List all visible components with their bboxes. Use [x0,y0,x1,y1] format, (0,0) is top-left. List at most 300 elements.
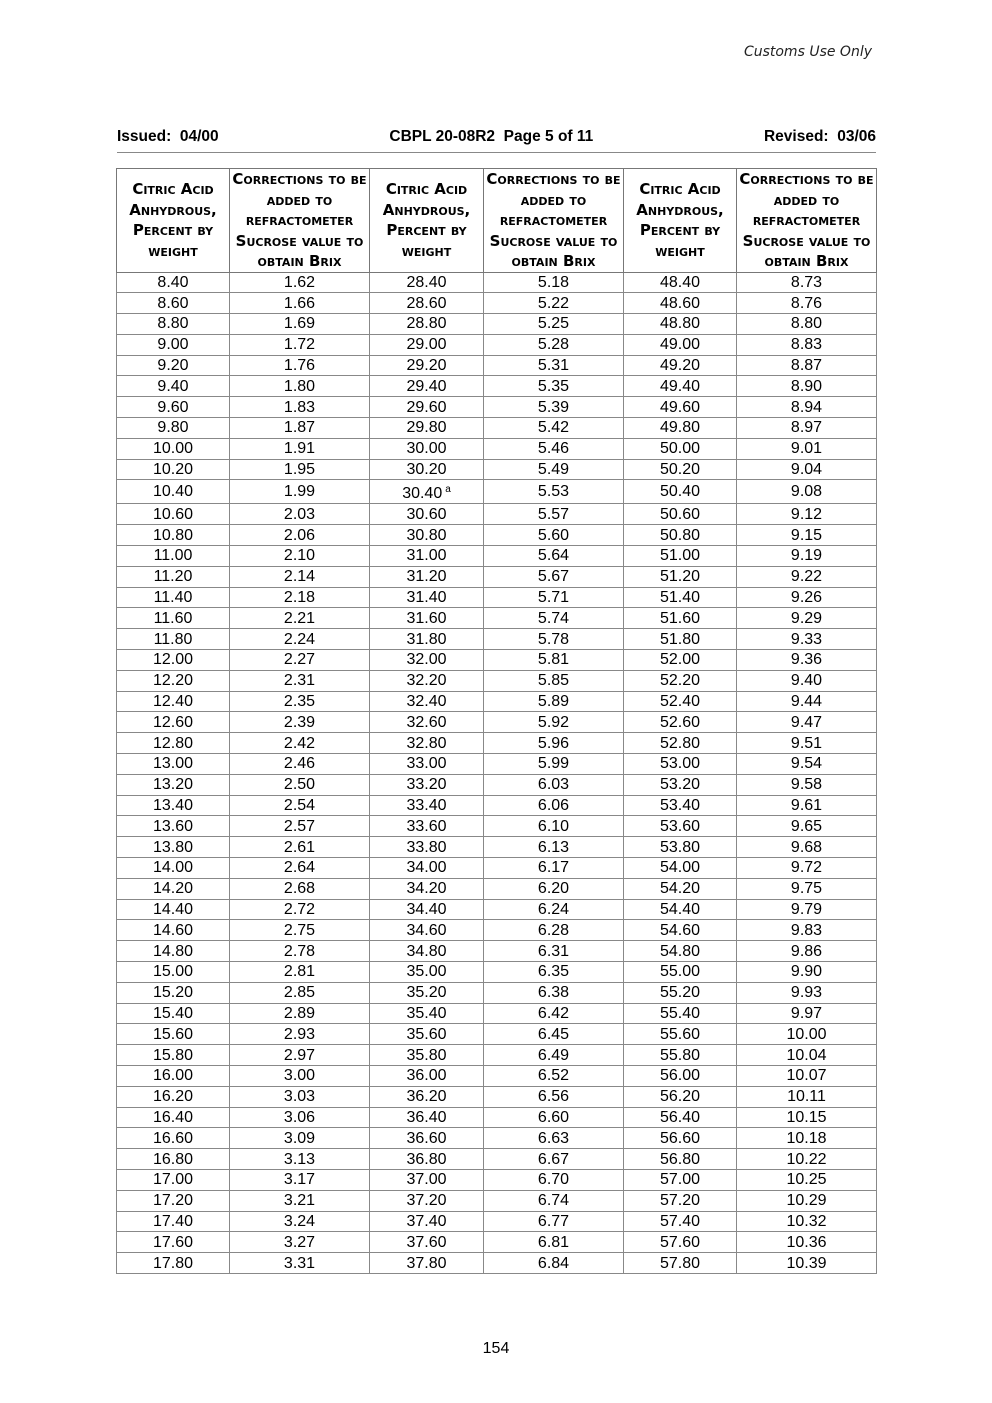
table-cell [484,878,624,899]
cell-value: 10.32 [786,1212,827,1230]
table-cell [117,587,230,608]
table-cell [737,816,877,837]
cell-value: 35.40 [406,1004,447,1022]
table-cell [117,816,230,837]
table-cell [117,418,230,439]
cell-value: 5.25 [537,315,570,333]
table-cell [117,438,230,459]
table-cell [370,1211,484,1232]
table-cell [737,670,877,691]
cell-value: 10.00 [786,1025,827,1043]
table-cell [370,899,484,920]
cell-value: 16.00 [152,1067,194,1085]
cell-value: 9.61 [790,797,823,815]
table-cell [230,1086,370,1107]
table-cell [737,1003,877,1024]
table-cell [117,837,230,858]
table-cell [117,1128,230,1149]
table-cell [370,525,484,546]
cell-value: 55.40 [659,1004,701,1022]
table-cell [737,1232,877,1253]
table-cell [117,314,230,335]
cell-value: 9.00 [157,336,189,354]
cell-value: 3.24 [283,1212,316,1230]
table-row [117,504,877,525]
table-cell [230,587,370,608]
cell-value: 8.94 [790,398,823,416]
table-cell [624,670,737,691]
cell-value: 55.80 [659,1046,701,1064]
table-cell [230,754,370,775]
cell-value: 10.60 [152,505,194,523]
table-cell [370,941,484,962]
cell-value: 33.60 [406,817,447,835]
table-cell [484,1232,624,1253]
cell-value: 6.38 [537,984,570,1002]
cell-value: 5.35 [537,377,570,395]
cell-value: 13.40 [152,797,194,815]
table-cell [624,816,737,837]
cell-value: 12.40 [152,693,194,711]
cell-value: 37.00 [406,1171,447,1189]
table-cell [484,355,624,376]
cell-value: 5.81 [537,651,570,669]
cell-value: 16.40 [152,1108,194,1126]
cell-value: 54.60 [659,921,701,939]
cell-value: 36.40 [406,1108,447,1126]
table-cell [624,712,737,733]
table-cell [370,670,484,691]
table-cell [370,858,484,879]
cell-value: 15.60 [152,1025,194,1043]
cell-value: 2.93 [283,1025,316,1043]
table-cell [737,525,877,546]
cell-value: 3.27 [283,1233,316,1251]
cell-value: 9.72 [790,859,823,877]
cell-value: 9.68 [790,838,823,856]
table-cell [737,418,877,439]
table-cell [484,1065,624,1086]
cell-value: 56.20 [659,1088,701,1106]
table-cell [370,397,484,418]
cell-value: 2.21 [283,609,316,627]
table-cell [370,1045,484,1066]
cell-value: 29.20 [406,357,447,375]
table-row [117,941,877,962]
cell-value: 35.00 [406,963,447,981]
cell-value: 12.00 [152,651,194,669]
cell-value: 3.31 [283,1254,316,1272]
table-cell [117,941,230,962]
cell-value: 8.80 [790,315,823,333]
table-cell [737,650,877,671]
table-cell [624,1003,737,1024]
cell-value: 3.09 [283,1129,316,1147]
cell-value: 32.00 [406,651,447,669]
cell-value: 15.40 [152,1004,194,1022]
cell-value: 9.90 [790,963,823,981]
cell-value: 54.40 [659,901,701,918]
cell-value: 36.60 [406,1129,447,1147]
table-cell [624,1169,737,1190]
table-cell [624,459,737,480]
cell-value: 2.27 [283,651,316,669]
table-cell [230,1128,370,1149]
cell-value: 57.40 [659,1212,701,1230]
cell-value: 54.00 [659,859,701,877]
column-header: Citric Acid Anhydrous, Percent by weight [370,169,484,273]
cell-value: 32.80 [406,734,447,752]
cell-value: 8.80 [157,315,189,333]
cell-value: 3.00 [283,1067,316,1085]
cell-value: 9.51 [790,734,823,752]
cell-value: 9.15 [790,526,823,544]
table-cell [624,733,737,754]
table-cell [230,774,370,795]
cell-value: 3.06 [283,1108,316,1126]
table-cell [624,650,737,671]
table-cell [370,962,484,983]
table-cell [230,1024,370,1045]
cell-value: 51.00 [659,547,701,565]
table-cell [230,712,370,733]
table-cell [484,1211,624,1232]
cell-value: 5.78 [537,630,570,648]
table-cell [737,629,877,650]
table-cell [230,1107,370,1128]
table-row [117,1253,877,1274]
table-cell [624,1211,737,1232]
cell-value: 9.36 [790,651,823,669]
table-cell [230,941,370,962]
cell-value: 8.90 [790,377,823,395]
table-row [117,1190,877,1211]
cell-value: 8.76 [790,294,823,312]
table-row [117,438,877,459]
table-cell [117,1149,230,1170]
table-cell [230,920,370,941]
table-cell [370,546,484,567]
table-cell [370,314,484,335]
cell-value: 9.80 [157,419,189,437]
table-row [117,1128,877,1149]
table-cell [230,795,370,816]
table-cell [370,480,484,504]
cell-value: 9.29 [790,609,823,627]
cell-value: 51.80 [659,630,701,648]
table-cell [117,525,230,546]
cell-value: 31.60 [406,609,447,627]
table-row [117,899,877,920]
table-cell [117,920,230,941]
table-cell [624,982,737,1003]
cell-value: 9.54 [790,755,823,773]
cell-value: 2.78 [283,942,316,960]
table-cell [484,795,624,816]
cell-value: 16.60 [152,1129,194,1147]
table-cell [737,858,877,879]
cell-value: 6.17 [537,859,570,877]
table-cell [370,438,484,459]
cell-value: 51.40 [659,589,701,607]
cell-value: 6.77 [537,1212,570,1230]
cell-value: 30.80 [406,526,447,544]
table-cell [737,1253,877,1274]
table-cell [484,774,624,795]
table-cell [230,878,370,899]
cell-value: 9.40 [157,377,189,395]
table-cell [117,1065,230,1086]
cell-value: 2.14 [283,568,316,586]
cell-value: 2.31 [283,672,316,690]
table-cell [484,1253,624,1274]
cell-value: 9.44 [790,693,823,711]
cell-value: 2.54 [283,797,316,815]
cell-value: 30.20 [406,461,447,479]
table-cell [737,899,877,920]
cell-value: 17.80 [152,1254,194,1272]
table-cell [370,816,484,837]
cell-value: 10.00 [152,440,194,458]
table-cell [484,566,624,587]
table-cell [484,376,624,397]
table-row [117,1211,877,1232]
cell-value: 2.24 [283,630,316,648]
cell-value: 5.18 [537,273,570,291]
table-row [117,962,877,983]
table-cell [484,438,624,459]
table-cell [484,587,624,608]
cell-value: 3.13 [283,1150,316,1168]
cell-value: 3.17 [283,1171,316,1189]
cell-value: 17.00 [152,1171,194,1189]
table-body [117,272,877,1273]
cell-value: 5.49 [537,461,570,479]
table-cell [230,1065,370,1086]
table-cell [117,480,230,504]
table-cell [117,670,230,691]
table-cell [737,1065,877,1086]
table-cell [230,293,370,314]
cell-value: 9.01 [790,440,823,458]
cell-value: 2.03 [283,505,316,523]
table-cell [117,1045,230,1066]
cell-value: 6.60 [537,1108,570,1126]
cell-value: 5.57 [537,505,570,523]
cell-value: 6.06 [537,797,570,815]
table-cell [484,962,624,983]
table-cell [370,1003,484,1024]
cell-value: 10.39 [786,1254,827,1272]
table-cell [117,691,230,712]
table-cell [737,795,877,816]
table-cell [370,566,484,587]
brix-correction-table [116,168,877,1274]
table-cell [230,459,370,480]
table-cell [370,1232,484,1253]
table-cell [484,837,624,858]
cell-value: 9.33 [790,630,823,648]
cell-value: 32.40 [406,693,447,711]
table-cell [624,1107,737,1128]
cell-value: 5.64 [537,547,570,565]
table-cell [484,397,624,418]
table-cell [370,982,484,1003]
table-row [117,587,877,608]
table-cell [737,941,877,962]
cell-value: 50.00 [659,440,701,458]
table-cell [484,982,624,1003]
table-cell [370,504,484,525]
cell-value: 50.80 [659,526,701,544]
table-row [117,982,877,1003]
table-cell [230,376,370,397]
table-cell [737,1211,877,1232]
revised-date: Revised: 03/06 [763,128,876,145]
table-cell [230,670,370,691]
table-cell [230,314,370,335]
table-cell [370,376,484,397]
cell-value: 13.80 [152,838,194,856]
cell-value: 13.20 [152,776,194,794]
table-cell [370,650,484,671]
cell-value: 37.80 [406,1254,447,1272]
cell-value: 6.74 [537,1192,570,1210]
cell-value: 6.70 [537,1171,570,1189]
cell-value: 10.07 [786,1067,827,1085]
cell-value: 10.36 [786,1233,827,1251]
table-cell [117,982,230,1003]
cell-value: 14.40 [152,901,194,918]
cell-value: 15.00 [152,963,194,981]
cell-value: 17.60 [152,1233,194,1251]
cell-value: 33.20 [406,776,447,794]
cell-value: 53.40 [659,797,701,815]
cell-value: 31.80 [406,630,447,648]
cell-value: 57.60 [659,1233,701,1251]
cell-value: 9.75 [790,880,823,898]
table-cell [484,1190,624,1211]
cell-value: 34.40 [406,901,447,918]
table-cell [624,629,737,650]
table-cell [230,608,370,629]
table-cell [230,397,370,418]
cell-value: 36.20 [406,1088,447,1106]
table-cell [370,1253,484,1274]
table-row [117,546,877,567]
table-row [117,754,877,775]
cell-value: 9.22 [790,568,823,586]
table-row [117,397,877,418]
table-row [117,314,877,335]
table-cell [117,795,230,816]
table-cell [484,1149,624,1170]
cell-value: 28.40 [406,273,447,291]
column-header: Corrections to be added to refractometer Sucrose value to obtain Brix [484,169,624,273]
cell-value: 16.80 [152,1150,194,1168]
table-row [117,376,877,397]
table-cell [484,608,624,629]
cell-value: 2.75 [283,921,316,939]
table-cell [624,1190,737,1211]
table-cell [624,334,737,355]
cell-value: 8.87 [790,357,823,375]
cell-value: 10.15 [786,1108,827,1126]
table-cell [624,293,737,314]
table-cell [370,691,484,712]
cell-value: 29.00 [406,336,447,354]
table-cell [370,1128,484,1149]
cell-value: 2.18 [283,589,316,607]
table-cell [624,837,737,858]
cell-value: 34.00 [406,859,447,877]
cell-value: 10.18 [786,1129,827,1147]
table-cell [230,691,370,712]
cell-value: 2.81 [283,963,316,981]
cell-value: 52.40 [659,693,701,711]
cell-value: 10.04 [786,1046,827,1064]
table-cell [370,1149,484,1170]
cell-value: 5.67 [537,568,570,586]
table-cell [117,774,230,795]
cell-value: 9.58 [790,776,823,794]
cell-value: 53.20 [659,776,701,794]
cell-value: 3.03 [283,1088,316,1106]
table-cell [737,920,877,941]
cell-value: 53.00 [659,755,701,773]
table-cell [737,566,877,587]
table-cell [370,1086,484,1107]
table-cell [624,480,737,504]
cell-value: 33.80 [406,838,447,856]
cell-value: 8.73 [790,273,823,291]
table-cell [737,334,877,355]
cell-value: 28.80 [406,315,447,333]
table-cell [484,1003,624,1024]
cell-value: 9.40 [790,672,823,690]
cell-value: 6.49 [537,1046,570,1064]
cell-value: 32.20 [406,672,447,690]
table-cell [624,1128,737,1149]
table-cell [117,858,230,879]
cell-value: 55.20 [659,984,701,1002]
cell-value: 10.20 [152,461,194,479]
table-cell [624,504,737,525]
cell-value: 12.20 [152,672,194,690]
table-cell [484,733,624,754]
table-cell [737,1086,877,1107]
table-cell [230,504,370,525]
cell-value: 55.60 [659,1025,701,1043]
cell-value: 48.40 [659,273,701,291]
cell-value: 6.67 [537,1150,570,1168]
cell-value: 34.80 [406,942,447,960]
cell-value: 31.20 [406,568,447,586]
table-cell [370,733,484,754]
cell-value: 55.00 [659,963,701,981]
cell-value: 50.60 [659,505,701,523]
table-cell [624,314,737,335]
cell-value: 5.71 [537,589,570,607]
cell-value: 2.97 [283,1046,316,1064]
cell-value: 2.68 [283,880,316,898]
table-cell [370,334,484,355]
table-cell [624,795,737,816]
table-cell [484,1045,624,1066]
table-cell [624,418,737,439]
cell-value: 5.46 [537,440,570,458]
table-cell [624,525,737,546]
